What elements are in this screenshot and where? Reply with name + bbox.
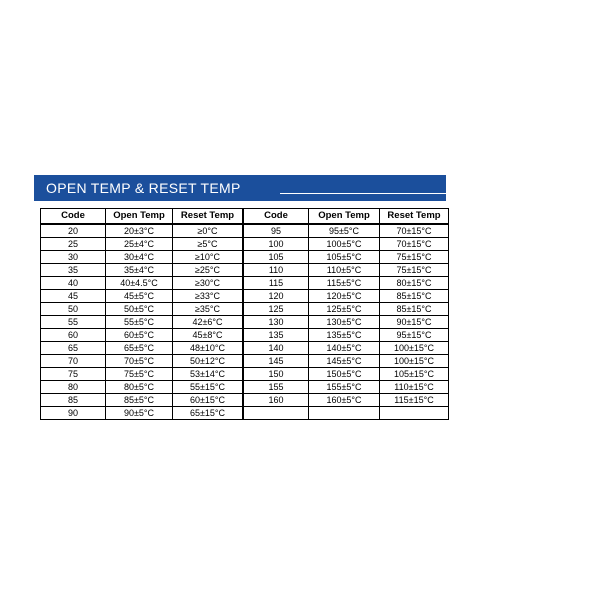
cell-reset-temp-left: ≥35°C: [173, 303, 244, 316]
cell-code-left: 75: [41, 368, 106, 381]
cell-open-temp-right: 125±5°C: [309, 303, 380, 316]
cell-open-temp-right: 115±5°C: [309, 277, 380, 290]
cell-reset-temp-left: ≥25°C: [173, 264, 244, 277]
cell-open-temp-right: 155±5°C: [309, 381, 380, 394]
cell-reset-temp-right: 115±15°C: [380, 394, 449, 407]
cell-reset-temp-right: 80±15°C: [380, 277, 449, 290]
cell-open-temp-left: 25±4°C: [106, 238, 173, 251]
cell-code-left: 90: [41, 407, 106, 420]
cell-code-right: 120: [243, 290, 309, 303]
cell-code-right: 130: [243, 316, 309, 329]
cell-reset-temp-left: ≥5°C: [173, 238, 244, 251]
table-body: [41, 224, 449, 420]
cell-open-temp-right: 120±5°C: [309, 290, 380, 303]
cell-open-temp-left: 80±5°C: [106, 381, 173, 394]
cell-code-left: 85: [41, 394, 106, 407]
cell-reset-temp-right: 100±15°C: [380, 355, 449, 368]
cell-open-temp-right: 95±5°C: [309, 224, 380, 238]
cell-open-temp-left: 20±3°C: [106, 224, 173, 238]
cell-reset-temp-left: 65±15°C: [173, 407, 244, 420]
cell-open-temp-left: 75±5°C: [106, 368, 173, 381]
cell-code-right: 155: [243, 381, 309, 394]
cell-reset-temp-left: ≥33°C: [173, 290, 244, 303]
cell-reset-temp-right: [380, 407, 449, 420]
table-row: [41, 290, 449, 303]
cell-code-left: 60: [41, 329, 106, 342]
title-underline-rule: [280, 193, 458, 194]
cell-code-right: 135: [243, 329, 309, 342]
cell-code-left: 65: [41, 342, 106, 355]
table-row: [41, 394, 449, 407]
cell-open-temp-left: 55±5°C: [106, 316, 173, 329]
cell-code-right: 110: [243, 264, 309, 277]
cell-reset-temp-right: 110±15°C: [380, 381, 449, 394]
cell-reset-temp-left: ≥30°C: [173, 277, 244, 290]
cell-code-left: 30: [41, 251, 106, 264]
cell-reset-temp-right: 90±15°C: [380, 316, 449, 329]
cell-reset-temp-left: ≥10°C: [173, 251, 244, 264]
cell-open-temp-right: 110±5°C: [309, 264, 380, 277]
cell-reset-temp-left: 53±14°C: [173, 368, 244, 381]
table-row: [41, 224, 449, 238]
cell-open-temp-left: 35±4°C: [106, 264, 173, 277]
table-row: [41, 355, 449, 368]
cell-reset-temp-left: ≥0°C: [173, 224, 244, 238]
table-row: [41, 264, 449, 277]
header-open-temp-left: Open Temp: [106, 209, 173, 225]
cell-open-temp-right: 160±5°C: [309, 394, 380, 407]
cell-reset-temp-right: 100±15°C: [380, 342, 449, 355]
cell-reset-temp-right: 75±15°C: [380, 251, 449, 264]
temperature-table: [40, 208, 449, 420]
cell-reset-temp-left: 50±12°C: [173, 355, 244, 368]
header-reset-temp-right: Reset Temp: [380, 209, 449, 225]
table-row: [41, 277, 449, 290]
header-code-right: Code: [243, 209, 309, 225]
table-row: [41, 329, 449, 342]
table-row: [41, 251, 449, 264]
cell-open-temp-right: [309, 407, 380, 420]
cell-code-right: 105: [243, 251, 309, 264]
cell-code-left: 40: [41, 277, 106, 290]
cell-code-left: 55: [41, 316, 106, 329]
cell-reset-temp-left: 45±8°C: [173, 329, 244, 342]
cell-code-right: 160: [243, 394, 309, 407]
cell-code-left: 50: [41, 303, 106, 316]
section-title-bar: [34, 175, 446, 201]
cell-reset-temp-right: 70±15°C: [380, 224, 449, 238]
table-header-row: [41, 209, 449, 225]
cell-reset-temp-right: 75±15°C: [380, 264, 449, 277]
cell-reset-temp-left: 48±10°C: [173, 342, 244, 355]
cell-code-right: 125: [243, 303, 309, 316]
cell-open-temp-right: 100±5°C: [309, 238, 380, 251]
cell-code-right: 100: [243, 238, 309, 251]
cell-code-right: [243, 407, 309, 420]
cell-reset-temp-left: 55±15°C: [173, 381, 244, 394]
cell-open-temp-right: 135±5°C: [309, 329, 380, 342]
section-title: OPEN TEMP & RESET TEMP: [46, 180, 241, 196]
cell-code-right: 95: [243, 224, 309, 238]
cell-code-right: 140: [243, 342, 309, 355]
table-row: [41, 316, 449, 329]
cell-code-left: 45: [41, 290, 106, 303]
table-row: [41, 342, 449, 355]
cell-code-right: 145: [243, 355, 309, 368]
cell-code-right: 115: [243, 277, 309, 290]
header-open-temp-right: Open Temp: [309, 209, 380, 225]
cell-open-temp-right: 145±5°C: [309, 355, 380, 368]
cell-open-temp-right: 105±5°C: [309, 251, 380, 264]
cell-open-temp-right: 150±5°C: [309, 368, 380, 381]
cell-reset-temp-right: 85±15°C: [380, 303, 449, 316]
cell-code-left: 25: [41, 238, 106, 251]
cell-reset-temp-left: 60±15°C: [173, 394, 244, 407]
cell-open-temp-right: 130±5°C: [309, 316, 380, 329]
table-row: [41, 238, 449, 251]
table-row: [41, 407, 449, 420]
cell-code-left: 80: [41, 381, 106, 394]
cell-code-left: 35: [41, 264, 106, 277]
cell-open-temp-left: 60±5°C: [106, 329, 173, 342]
cell-open-temp-left: 45±5°C: [106, 290, 173, 303]
cell-reset-temp-right: 105±15°C: [380, 368, 449, 381]
cell-reset-temp-right: 95±15°C: [380, 329, 449, 342]
cell-open-temp-left: 90±5°C: [106, 407, 173, 420]
cell-open-temp-left: 50±5°C: [106, 303, 173, 316]
cell-reset-temp-right: 70±15°C: [380, 238, 449, 251]
cell-open-temp-left: 30±4°C: [106, 251, 173, 264]
cell-code-right: 150: [243, 368, 309, 381]
cell-open-temp-left: 65±5°C: [106, 342, 173, 355]
cell-open-temp-left: 85±5°C: [106, 394, 173, 407]
table-row: [41, 303, 449, 316]
cell-reset-temp-right: 85±15°C: [380, 290, 449, 303]
cell-open-temp-left: 40±4.5°C: [106, 277, 173, 290]
cell-open-temp-right: 140±5°C: [309, 342, 380, 355]
header-code-left: Code: [41, 209, 106, 225]
cell-open-temp-left: 70±5°C: [106, 355, 173, 368]
table-row: [41, 368, 449, 381]
header-reset-temp-left: Reset Temp: [173, 209, 244, 225]
cell-code-left: 20: [41, 224, 106, 238]
table-row: [41, 381, 449, 394]
cell-reset-temp-left: 42±6°C: [173, 316, 244, 329]
cell-code-left: 70: [41, 355, 106, 368]
